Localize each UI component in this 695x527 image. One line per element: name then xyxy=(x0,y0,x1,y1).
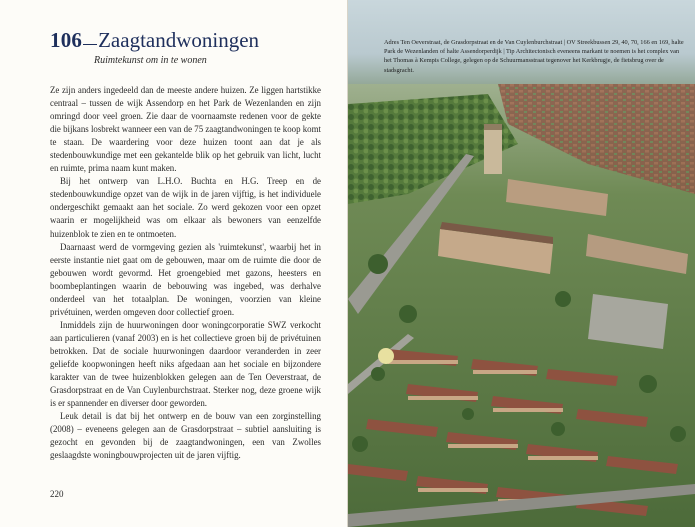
left-page xyxy=(0,0,347,527)
aerial-photo xyxy=(348,84,695,527)
paragraph-4: Inmiddels zijn de huurwoningen door woningcorporatie SWZ verkocht aan particulieren (vanaf 2003) en is het collectieve groen bij de privétuinen betrokken. Dat de sociale huurwoningen daardoor veranderden in zeer geliefde koopwoningen heeft niks afgedaan aan het sociale en bijzondere karakter van de twee huizenblokken gelegen aan de Ten Oeverstraat, de Grasdorpstraat en de Van Cuylenburchstraat. Sterker nog, deze groene wijk is er spannender en diverser door geworden. xyxy=(50,319,321,409)
chapter-number: 106 xyxy=(50,28,83,52)
paragraph-2: Bij het ontwerp van L.H.O. Buchta en H.G. Treep en de stedenbouwkundige opzet van de wijk in de jaren vijftig, is het individuele ondergeschikt gemaakt aan het sociale. Zo werd gekozen voor een opzet waarin er mogelijkheid was om elkaar als bewoners van eenzelfde huizenblok te zien en te ontmoeten. xyxy=(50,176,321,239)
paragraph-3: Daarnaast werd de vormgeving gezien als 'ruimtekunst', waarbij het in eerste instantie niet gaat om de gebouwen, maar om de ruimte die door de gebouwen wordt gevormd. Het groengebied met gazons, heesters en boombeplantingen waarin de bebouwing was ingebed, was derhalve onderdeel van het totaalplan. De woningen, voorzien van kleine privétuinen, werden omgeven door collectief groen. xyxy=(50,241,321,317)
tower-block xyxy=(484,124,502,174)
chapter-heading xyxy=(50,28,321,53)
chapter-subtitle: Ruimtekunst om in te wonen xyxy=(94,55,207,66)
flowering-tree xyxy=(378,348,394,364)
right-page xyxy=(348,0,695,527)
page-number: 220 xyxy=(50,489,64,499)
body-text xyxy=(50,84,321,462)
title-rule xyxy=(83,44,97,45)
photo-caption: Adres Ten Oeverstraat, de Grasdorpstraat en de Van Cuylenburchstraat | OV Streekbussen 29, 40, 70, 166 en 169, halte Park de Wezenlanden of halte Assendorperdijk | Tip Architectonisch eveneens markant te noemen is het complex van het Thomas à Kempis College, gelegen op de Schuurmansstraat tegenover het Kerkbrugje, de fietsbrug over de stadsgracht. xyxy=(384,39,684,74)
chapter-title: Zaagtandwoningen xyxy=(98,28,260,52)
paragraph-1: Ze zijn anders ingedeeld dan de meeste andere huizen. Ze liggen hartstikke centraal – tussen de wijk Assendorp en het Park de Wezenlanden en zijn omringd door veel groen. Zie daar de voornaamste redenen voor de gekte die bijkans losbrekt wanneer een van de 75 zaagtandwoningen te koop komt te staan. De waardering voor deze huizen toont aan dat je als stedenbouwkundige met een gekantelde blik op het gebruik van licht, lucht en ruimte, prima naam kunt maken. xyxy=(50,85,321,174)
paragraph-5: Leuk detail is dat bij het ontwerp en de bouw van een zorginstelling (2008) – eveneens gelegen aan de Grasdorpstraat – subtiel aansluiting is gezocht en gevonden bij de zaagtandwoningen, een van Zwolles geslaagdste woningbouwprojecten uit de jaren vijftig. xyxy=(50,411,321,461)
